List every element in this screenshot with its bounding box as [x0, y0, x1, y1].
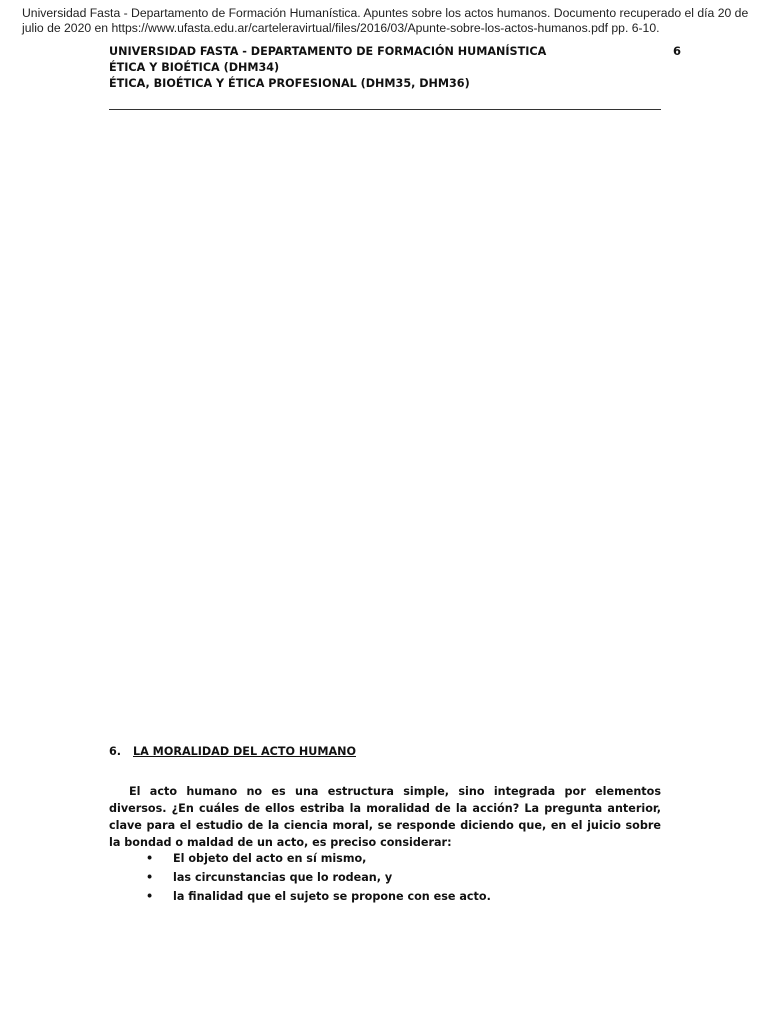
- header-course-2: ÉTICA, BIOÉTICA Y ÉTICA PROFESIONAL (DHM35, DHM36): [109, 77, 470, 90]
- list-item: [109, 868, 661, 887]
- bullet-icon: •: [146, 871, 154, 884]
- section-title: LA MORALIDAD DEL ACTO HUMANO: [133, 745, 356, 758]
- page-number: 6: [673, 44, 682, 58]
- document-header: [109, 44, 661, 92]
- list-item: [109, 849, 661, 868]
- header-course-1: ÉTICA Y BIOÉTICA (DHM34): [109, 61, 280, 74]
- body-paragraph: El acto humano no es una estructura simple, sino integrada por elementos diversos. ¿En cuáles de ellos estriba la moralidad de la acción? La pregunta anterior, clave para el estudio de la ciencia moral, se responde diciendo que, en el juicio sobre la bondad o maldad de un acto, es preciso considerar:: [109, 785, 661, 849]
- bullet-icon: •: [146, 890, 154, 903]
- bullet-list: [109, 849, 661, 906]
- bullet-icon: •: [146, 852, 154, 865]
- section-number: 6.: [109, 745, 122, 758]
- list-item: [109, 887, 661, 906]
- header-university: UNIVERSIDAD FASTA - DEPARTAMENTO DE FORMACIÓN HUMANÍSTICA: [109, 45, 547, 58]
- list-item-text: El objeto del acto en sí mismo,: [173, 852, 367, 865]
- citation-note: Universidad Fasta - Departamento de Formación Humanística. Apuntes sobre los actos humanos. Documento recuperado el día 20 de julio de 2020 en https://www.ufasta.edu.ar/carteleravirtual/files/2016/03/Apunte-sobre-los-actos-humanos.pdf pp. 6-10.: [22, 6, 749, 35]
- list-item-text: las circunstancias que lo rodean, y: [173, 871, 393, 884]
- section-heading: [109, 744, 356, 760]
- header-divider: [109, 109, 661, 110]
- list-item-text: la finalidad que el sujeto se propone con ese acto.: [173, 890, 491, 903]
